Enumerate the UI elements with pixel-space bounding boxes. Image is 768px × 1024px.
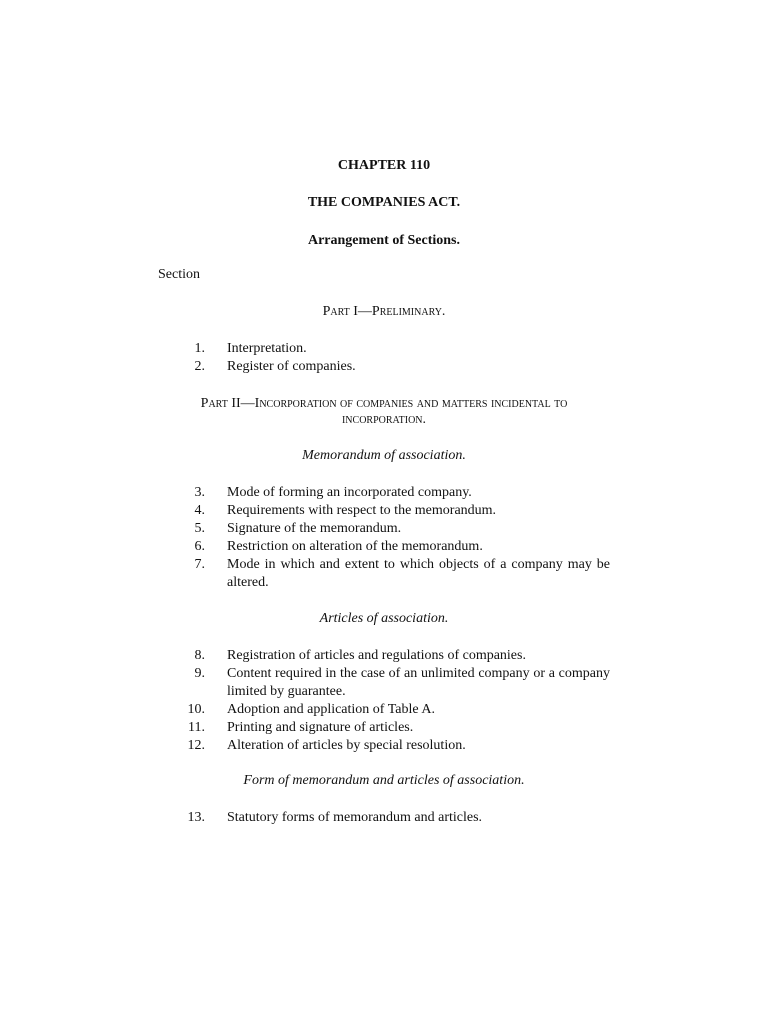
- section-number: 1.: [194, 341, 205, 356]
- section-number: 3.: [194, 485, 205, 500]
- memorandum-heading: Memorandum of association.: [302, 448, 466, 463]
- section-title: Alteration of articles by special resolution.: [227, 738, 466, 753]
- articles-heading: Articles of association.: [319, 611, 449, 626]
- part-two-heading-line2: incorporation.: [341, 412, 427, 427]
- part-two-heading-line1: Part II—Incorporation of companies and matters incidental to: [200, 396, 568, 411]
- section-number: 4.: [194, 503, 205, 518]
- section-title: Interpretation.: [227, 341, 307, 356]
- arrangement-heading: Arrangement of Sections.: [307, 233, 461, 248]
- part-one-heading: Part I—Preliminary.: [322, 304, 446, 319]
- section-number: 8.: [194, 648, 205, 663]
- section-number: 13.: [187, 810, 205, 825]
- section-title: Content required in the case of an unlimited company or a company limited by guarantee.: [227, 666, 610, 699]
- section-title: Register of companies.: [227, 359, 356, 374]
- section-number: 6.: [194, 539, 205, 554]
- section-title: Mode in which and extent to which objects of a company may be altered.: [227, 557, 610, 590]
- section-title: Printing and signature of articles.: [227, 720, 414, 735]
- section-number: 9.: [194, 666, 205, 681]
- section-title: Mode of forming an incorporated company.: [227, 485, 472, 500]
- section-number: 7.: [194, 557, 205, 572]
- section-title: Restriction on alteration of the memorandum.: [227, 539, 483, 554]
- act-title: THE COMPANIES ACT.: [307, 195, 461, 210]
- section-title: Requirements with respect to the memorandum.: [227, 503, 497, 518]
- section-number: 5.: [194, 521, 205, 536]
- section-title: Adoption and application of Table A.: [227, 702, 435, 717]
- section-title: Statutory forms of memorandum and articles.: [227, 810, 483, 825]
- section-number: 10.: [187, 702, 205, 717]
- section-column-label: Section: [158, 267, 200, 282]
- section-number: 12.: [187, 738, 205, 753]
- section-title: Registration of articles and regulations of companies.: [227, 648, 526, 663]
- forms-heading: Form of memorandum and articles of association.: [243, 773, 525, 788]
- section-number: 11.: [188, 720, 205, 735]
- section-title: Signature of the memorandum.: [227, 521, 402, 536]
- section-number: 2.: [194, 359, 205, 374]
- chapter-heading: CHAPTER 110: [337, 158, 431, 173]
